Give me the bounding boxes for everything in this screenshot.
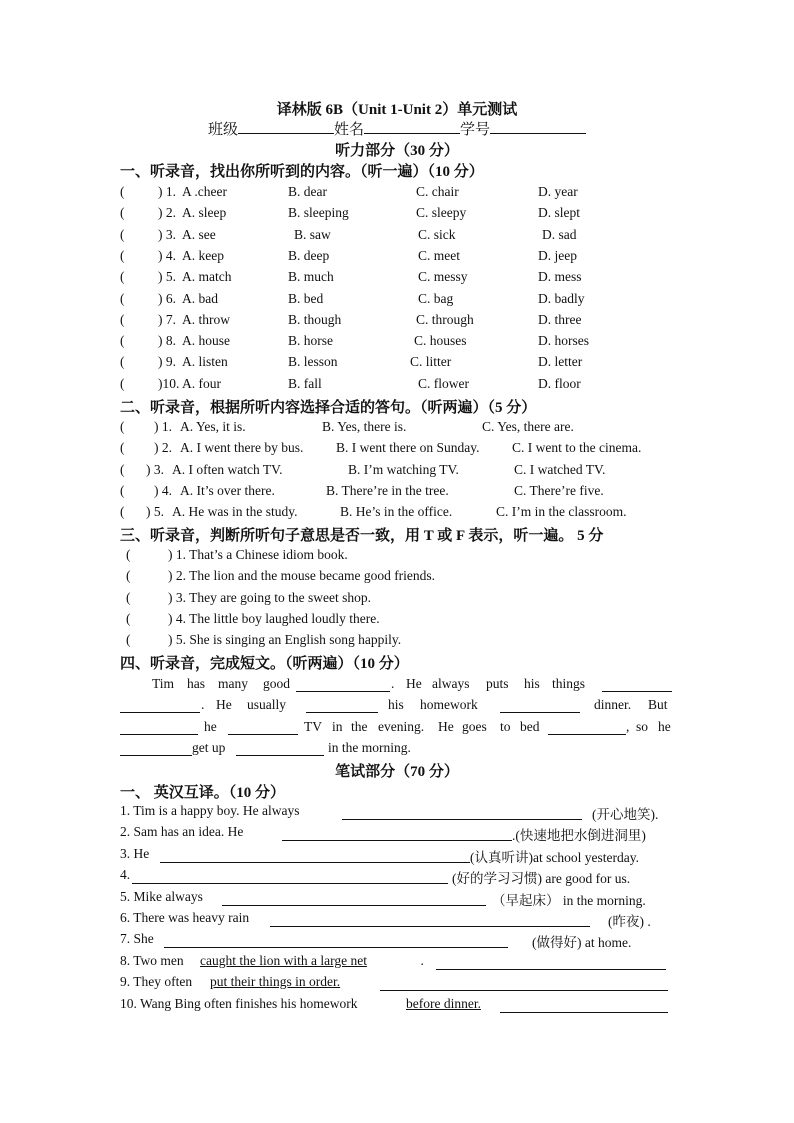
item-prompt: 2. Sam has an idea. He [120,824,244,840]
listening-part3-title: 三、听录音，判断所听句子意思是否一致，用 T 或 F 表示，听一遍。 5 分 [120,528,604,544]
translation-item [0,867,794,887]
option-b: B. I went there on Sunday. [336,440,480,456]
answer-bracket[interactable]: ( [126,589,131,605]
listening-part1-item [120,205,680,225]
item-hint: （早起床） in the morning. [492,892,646,908]
answer-bracket[interactable]: ( [126,610,131,626]
option-a: A. see [182,226,216,242]
answer-line[interactable] [270,926,590,927]
blank-3[interactable] [120,712,200,713]
underlined-phrase: put their things in order. [210,974,341,990]
option-num: ) 2. [154,440,172,456]
statement: ) 5. She is singing an English song happily. [168,632,402,648]
option-c: C. houses [414,333,467,349]
translation-item [0,996,794,1016]
answer-bracket[interactable]: ( [120,226,125,242]
option-d: D. badly [538,290,585,306]
option-c: C. There’re five. [514,482,604,498]
statement: ) 2. The lion and the mouse became good friends. [168,568,436,584]
option-a: A. It’s over there. [180,482,275,498]
option-num: ) 9. [158,354,176,370]
option-b: B. though [288,311,342,327]
option-num: ) 1. [154,419,172,434]
answer-line[interactable] [282,840,512,841]
item-hint: (做得好) at home. [532,935,632,951]
statement: ) 1. That’s a Chinese idiom book. [168,547,348,562]
answer-bracket[interactable]: ( [120,205,125,221]
answer-line[interactable] [160,862,470,863]
option-d: D. sad [542,226,577,242]
answer-bracket[interactable]: ( [126,547,131,562]
option-a: A. Yes, it is. [180,419,246,434]
option-d: D. horses [538,333,589,349]
blank-2[interactable] [602,691,672,692]
answer-bracket[interactable]: ( [126,632,131,648]
listening-part2-title: 二、听录音，根据所听内容选择合适的答句。（听两遍）（5 分） [120,400,537,416]
blank-9[interactable] [120,755,192,756]
passage-line-1: Tim has many good . He always puts his things [120,676,672,696]
underlined-phrase: before dinner. [406,995,481,1011]
listening-part2-item [120,483,680,503]
statement: ) 3. They are going to the sweet shop. [168,589,371,605]
blank-4[interactable] [306,712,378,713]
item-prompt: 7. She [120,931,154,947]
answer-line[interactable] [222,905,486,906]
class-label: 班级 [207,122,238,138]
listening-part1-item [120,376,680,396]
option-num: ) 4. [158,247,176,263]
answer-line[interactable] [436,969,666,970]
listening-part1-title: 一、听录音，找出你所听到的内容。（听一遍）（10 分） [120,164,484,180]
item-prompt: 4. [120,867,131,883]
option-num: )10. [158,375,180,391]
blank-10[interactable] [236,755,324,756]
answer-line[interactable] [500,1012,668,1013]
option-b: B. There’re in the tree. [326,482,449,498]
listening-part3-item [126,632,666,652]
listening-part1-item [120,312,680,332]
option-c: C. I watched TV. [514,461,606,477]
option-a: A. throw [182,311,230,327]
passage-line-4: get up in the morning. [120,740,672,760]
listening-part1-item [120,184,680,204]
option-b: B. bed [288,290,324,306]
listening-part1-item [120,354,680,374]
blank-7[interactable] [228,734,298,735]
listening-part1-item [120,269,680,289]
item-prompt: 3. He [120,845,150,861]
student-info-line [0,118,794,139]
translation-item [0,803,794,823]
blank-8[interactable] [548,734,626,735]
answer-bracket[interactable]: ( [120,440,125,456]
answer-bracket[interactable]: ( [120,419,125,434]
answer-bracket[interactable]: ( [120,461,125,477]
option-a: A. sleep [182,205,227,221]
listening-part1-item [120,248,680,268]
option-num: ) 2. [158,205,176,221]
option-num: ) 7. [158,311,176,327]
option-a: A. listen [182,354,228,370]
option-a: A .cheer [182,184,227,199]
answer-bracket[interactable]: ( [120,184,125,199]
option-b: B. much [288,269,334,285]
name-label: 姓名 [333,122,364,138]
statement: ) 4. The little boy laughed loudly there. [168,610,380,626]
item-prompt: 6. There was heavy rain [120,910,250,925]
answer-bracket[interactable]: ( [126,568,131,584]
blank-1[interactable] [296,691,390,692]
answer-bracket[interactable]: ( [120,375,125,391]
listening-part4-title: 四、听录音，完成短文。（听两遍）（10 分） [120,656,409,672]
listening-heading: 听力部分（30 分） [335,143,459,159]
option-c: C. through [416,311,474,327]
option-d: D. mess [538,269,582,285]
option-num: ) 5. [146,504,164,520]
translation-item [0,889,794,909]
option-b: B. I’m watching TV. [348,461,459,477]
listening-part3-item [126,611,666,631]
option-b: B. deep [288,247,330,263]
translation-item [0,910,794,930]
answer-bracket[interactable]: ( [120,504,125,520]
underlined-phrase: caught the lion with a large net [200,952,367,968]
listening-part1-item [120,227,680,247]
class-blank[interactable] [238,119,334,134]
option-b: B. Yes, there is. [322,419,407,434]
option-d: D. jeep [538,247,577,263]
option-a: A. I often watch TV. [172,461,283,477]
option-a: A. match [182,269,232,285]
option-c: C. Yes, there are. [482,419,574,434]
item-hint: (认真听讲)at school yesterday. [470,849,639,865]
option-num: ) 3. [158,226,176,242]
item-hint: (昨夜) . [608,914,651,929]
answer-bracket[interactable]: ( [120,247,125,263]
option-a: A. bad [182,290,218,306]
writing-heading: 笔试部分（70 分） [335,764,459,780]
answer-line[interactable] [380,990,668,991]
item-prompt: 1. Tim is a happy boy. He always [120,803,300,818]
listening-part2-item [120,419,680,439]
option-c: C. flower [418,375,469,391]
option-b: B. sleeping [288,205,349,221]
item-hint: .(快速地把水倒进洞里) [512,828,646,844]
answer-bracket[interactable]: ( [120,354,125,370]
answer-bracket[interactable]: ( [120,269,125,285]
answer-line[interactable] [342,819,582,820]
option-b: B. lesson [288,354,338,370]
translation-item [0,953,794,973]
item-suffix: . [420,952,424,968]
option-num: ) 8. [158,333,176,349]
translation-item [0,824,794,844]
listening-part1-item [120,333,680,353]
option-b: B. dear [288,184,327,199]
answer-line[interactable] [132,883,448,884]
name-blank[interactable] [364,119,460,134]
translation-item [0,974,794,994]
option-num: ) 1. [158,184,176,199]
option-a: A. I went there by bus. [180,440,304,456]
translation-item [0,931,794,951]
option-a: A. keep [182,247,224,263]
option-b: B. fall [288,375,322,391]
listening-part2-item [120,440,680,460]
translation-item [0,846,794,866]
item-hint: (开心地笑). [592,807,659,822]
option-c: C. bag [418,290,454,306]
option-c: C. meet [418,247,460,263]
item-prompt: 8. Two men [120,952,184,968]
number-label: 学号 [460,122,491,138]
item-prompt: 9. They often [120,974,193,990]
exam-title: 译林版 6B（Unit 1-Unit 2）单元测试 [276,102,518,118]
number-blank[interactable] [490,119,586,134]
item-prompt: 10. Wang Bing often finishes his homework [120,995,358,1011]
option-b: B. saw [294,226,331,242]
option-num: ) 3. [146,461,164,477]
blank-5[interactable] [500,712,580,713]
item-prompt: 5. Mike always [120,888,203,904]
option-c: C. messy [418,269,468,285]
listening-part2-item [120,504,680,524]
option-b: B. He’s in the office. [340,504,453,520]
writing-part1-title: 一、 英汉互译。（10 分） [120,785,286,801]
listening-part3-item [126,590,666,610]
option-d: D. floor [538,375,581,391]
answer-bracket[interactable]: ( [120,482,125,498]
passage-line-2: . He usually his homework dinner. But [120,697,672,717]
option-a: A. He was in the study. [172,504,298,520]
option-num: ) 5. [158,269,176,285]
answer-bracket[interactable]: ( [120,311,125,327]
blank-6[interactable] [120,734,198,735]
option-c: C. sick [418,226,456,242]
answer-line[interactable] [164,947,508,948]
listening-part1-item [120,291,680,311]
option-d: D. year [538,184,578,199]
option-b: B. horse [288,333,333,349]
answer-bracket[interactable]: ( [120,290,125,306]
option-d: D. three [538,311,582,327]
option-c: C. chair [416,184,459,199]
option-c: C. I’m in the classroom. [496,504,627,520]
option-c: C. I went to the cinema. [512,440,642,456]
passage-line-3: he TV in the evening. He goes to bed , so he [120,719,672,739]
option-c: C. sleepy [416,205,467,221]
answer-bracket[interactable]: ( [120,333,125,349]
option-d: D. letter [538,354,583,370]
option-a: A. four [182,375,221,391]
item-hint: (好的学习习惯) are good for us. [452,871,631,887]
listening-part3-item [126,568,666,588]
option-a: A. house [182,333,230,349]
option-num: ) 4. [154,482,172,498]
option-num: ) 6. [158,290,176,306]
listening-part3-item [126,547,666,567]
option-c: C. litter [410,354,452,370]
listening-part2-item [120,462,680,482]
option-d: D. slept [538,205,580,221]
